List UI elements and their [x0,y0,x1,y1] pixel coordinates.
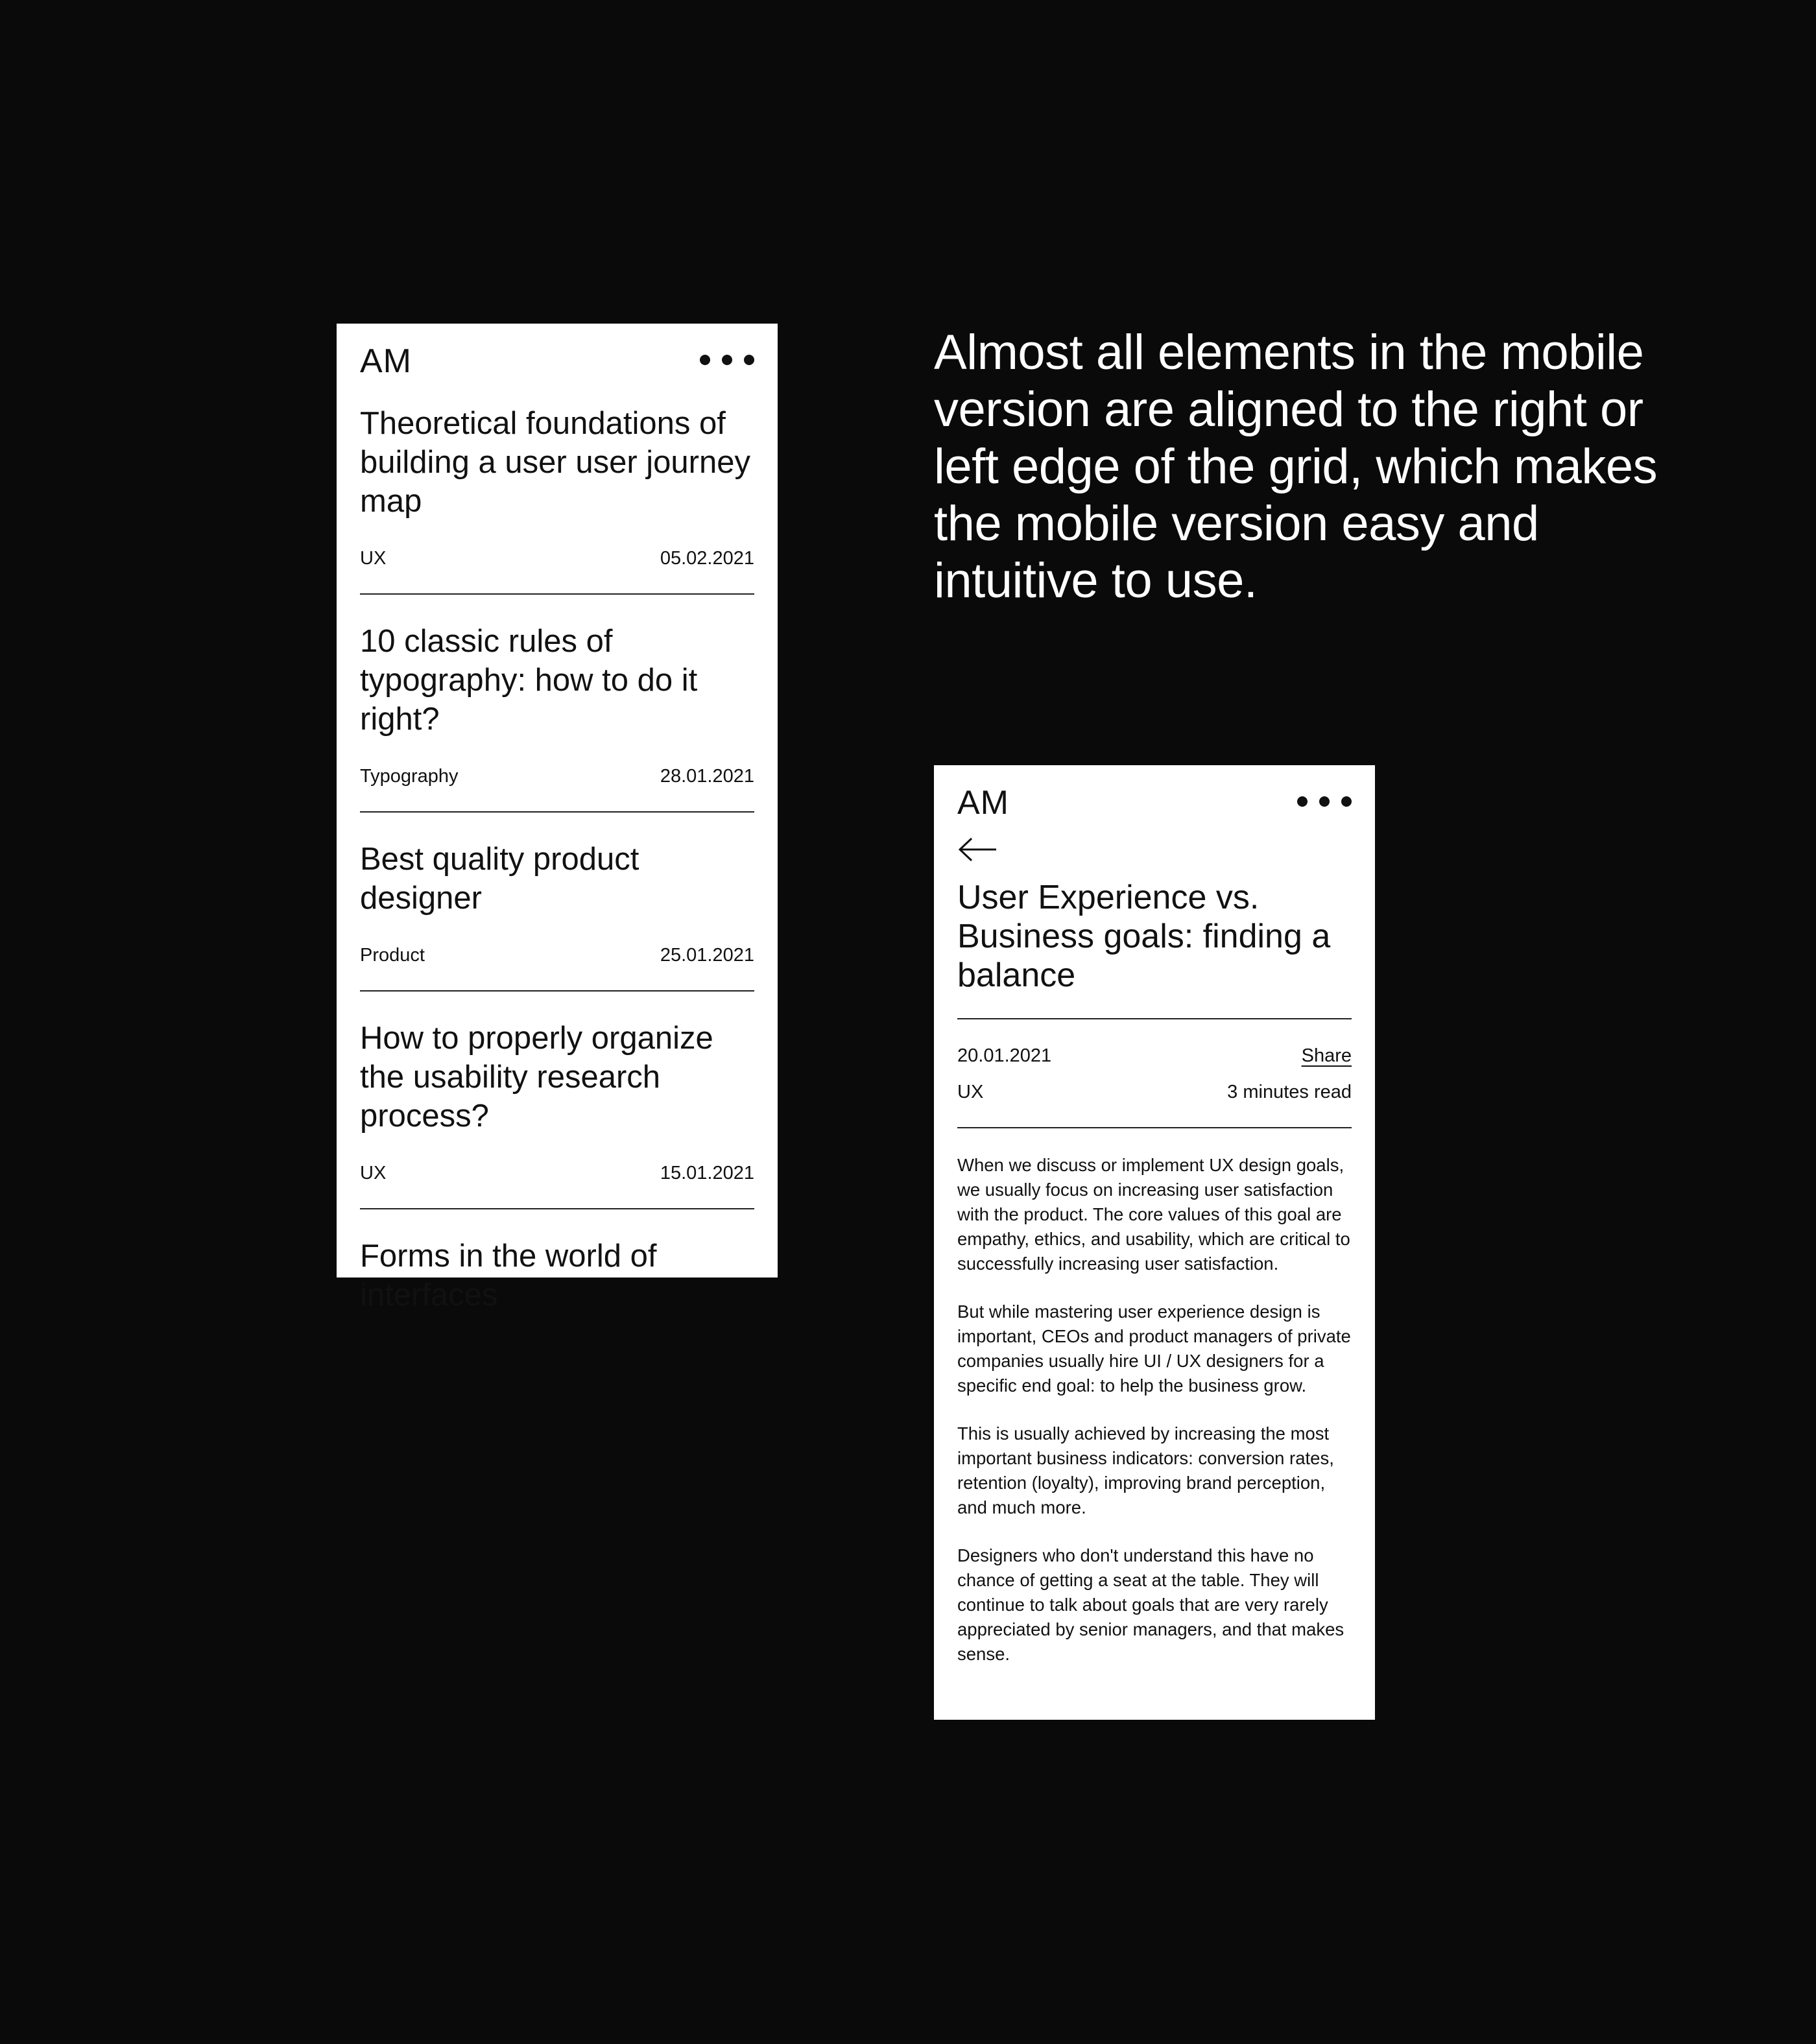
logo[interactable]: AM [957,784,1009,822]
article-meta [360,944,754,967]
article-meta [360,1161,754,1185]
article-category: Typography [360,766,459,787]
article-category: UX [957,1082,984,1102]
article-detail-screen [934,765,1375,1720]
article-title: Theoretical foundations of building a user user journey map [360,406,750,519]
detail-header [957,765,1352,837]
more-menu-icon[interactable] [1297,796,1352,807]
article-item[interactable] [360,613,754,813]
divider [957,1018,1352,1019]
article-title: Best quality product designer [360,842,639,916]
description-text: Almost all elements in the mobile version are aligned to the right or left edge of the grid, which makes the mobile version easy and intuitive to use. [934,325,1658,608]
article-body [957,1153,1352,1667]
article-title: User Experience vs. Business goals: finding a balance [957,879,1331,994]
logo[interactable]: AM [360,342,412,380]
article-list-screen [337,324,778,1313]
back-arrow-icon[interactable] [957,837,998,862]
list-header [360,324,754,395]
article-date: 20.01.2021 [957,1045,1052,1066]
article-category: UX [360,1163,387,1183]
article-title: How to properly organize the usability research process? [360,1021,713,1134]
meta-row-date [957,1044,1352,1067]
article-date: 28.01.2021 [660,766,754,787]
more-menu-icon[interactable] [700,355,754,365]
read-time: 3 minutes read [1227,1082,1352,1102]
share-link[interactable]: Share [1301,1045,1352,1066]
article-category: UX [360,548,387,569]
meta-row-category [957,1080,1352,1104]
divider [957,1127,1352,1128]
article-title: Forms in the world of interfaces [360,1239,657,1313]
article-category: Product [360,945,425,966]
article-item[interactable] [360,1228,754,1364]
body-paragraph: This is usually achieved by increasing the most important business indicators: conversion rates, retention (loyalty), improving brand perception, and much more. [957,1423,1334,1517]
article-date: 15.01.2021 [660,1163,754,1183]
body-paragraph: When we discuss or implement UX design goals, we usually focus on increasing user satisfaction with the product. The core values of this goal are empathy, ethics, and usability, which are critical to successfully increasing user satisfaction. [957,1155,1350,1274]
article-item[interactable] [360,831,754,992]
body-paragraph: Designers who don't understand this have no chance of getting a seat at the table. They will continue to talk about goals that are very rarely appreciated by senior managers, and that makes sense. [957,1545,1344,1664]
article-title: 10 classic rules of typography: how to do it right? [360,624,698,737]
article-meta [360,547,754,570]
article-meta [360,765,754,788]
article-item[interactable] [360,1010,754,1209]
article-date: 05.02.2021 [660,548,754,569]
article-date: 25.01.2021 [660,945,754,966]
article-item[interactable] [360,395,754,595]
body-paragraph: But while mastering user experience design is important, CEOs and product managers of private companies usually hire UI / UX designers for a specific end goal: to help the business grow. [957,1301,1351,1396]
